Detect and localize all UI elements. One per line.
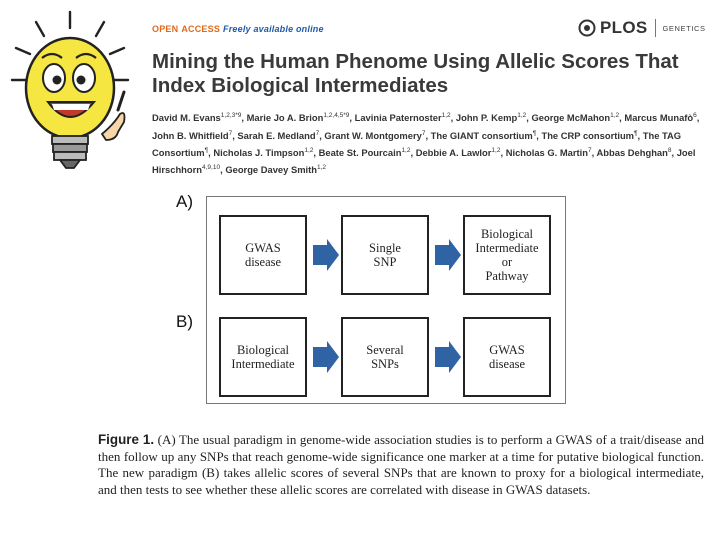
author-name: Joel Hirschhorn bbox=[152, 146, 696, 176]
box-a1 bbox=[219, 215, 307, 295]
box-b1-text: Biological Intermediate bbox=[231, 343, 295, 371]
author-separator: , bbox=[410, 146, 416, 158]
author-affiliation: 1,2 bbox=[304, 146, 314, 154]
author-affiliation: 4,9,10 bbox=[202, 164, 221, 172]
author-entry bbox=[319, 147, 416, 158]
title-line-2: Index Biological Intermediates bbox=[152, 74, 449, 97]
author-entry bbox=[597, 147, 677, 158]
author-separator: , bbox=[208, 146, 214, 158]
author-entry bbox=[324, 130, 428, 141]
author-affiliation: 1,2 bbox=[610, 112, 620, 119]
author-name: Lavinia Paternoster bbox=[354, 112, 442, 124]
author-separator: , bbox=[425, 129, 429, 141]
box-a2-text: Single SNP bbox=[369, 241, 401, 269]
author-affiliation: 7 bbox=[421, 129, 426, 137]
box-a3-text: Biological Intermediate or Pathway bbox=[475, 227, 539, 283]
author-entry bbox=[152, 130, 237, 141]
box-b3 bbox=[463, 317, 551, 397]
author-name: Marcus Munafò bbox=[624, 112, 694, 124]
arrow-right-icon bbox=[435, 239, 461, 271]
author-name: John B. Whitfield bbox=[152, 129, 229, 141]
box-a1-text: GWAS disease bbox=[244, 241, 282, 269]
title-line-1: Mining the Human Phenome Using Allelic Scores That bbox=[152, 50, 679, 73]
author-name: Debbie A. Lawlor bbox=[415, 146, 492, 158]
box-a3 bbox=[463, 215, 551, 295]
author-affiliation: 1,2 bbox=[401, 146, 411, 154]
author-name: The TAG Consortium bbox=[152, 129, 682, 158]
author-affiliation: 7 bbox=[315, 129, 320, 137]
author-affiliation: 7 bbox=[228, 129, 233, 137]
author-affiliation: 1,2,3*9 bbox=[220, 112, 242, 119]
author-entry bbox=[247, 112, 355, 123]
panel-a-label: A) bbox=[176, 192, 193, 211]
author-affiliation: ¶ bbox=[532, 129, 537, 137]
author-name: Nicholas G. Martin bbox=[505, 146, 588, 158]
logo-divider bbox=[655, 19, 656, 37]
lightbulb-cartoon-icon bbox=[6, 6, 136, 196]
box-b3-text: GWAS disease bbox=[488, 343, 526, 371]
author-name: Abbas Dehghan bbox=[596, 146, 668, 158]
author-separator: , bbox=[671, 146, 677, 158]
author-name: The GIANT consortium bbox=[430, 129, 533, 141]
author-entry bbox=[237, 130, 324, 141]
author-affiliation: 1,2 bbox=[491, 146, 501, 154]
author-separator: , bbox=[349, 112, 355, 124]
author-name: George McMahon bbox=[531, 112, 611, 124]
journal-section: GENETICS bbox=[662, 23, 706, 33]
author-entry bbox=[541, 130, 642, 141]
author-separator: , bbox=[696, 112, 700, 124]
author-separator: , bbox=[319, 129, 325, 141]
box-b2 bbox=[341, 317, 429, 397]
author-affiliation: 1,2 bbox=[317, 164, 327, 172]
figure-diagram bbox=[206, 196, 566, 404]
journal-logo bbox=[578, 18, 706, 38]
author-list bbox=[152, 108, 717, 178]
author-affiliation: 7 bbox=[588, 146, 592, 154]
author-separator: , bbox=[313, 146, 316, 158]
author-affiliation: 8 bbox=[667, 146, 672, 154]
author-affiliation: 1,2 bbox=[441, 112, 451, 119]
author-separator: , bbox=[232, 129, 238, 141]
author-separator: , bbox=[637, 129, 643, 141]
author-name: The CRP consortium bbox=[541, 129, 635, 141]
author-entry bbox=[152, 112, 247, 123]
caption-label: Figure 1. bbox=[98, 432, 155, 447]
author-entry bbox=[213, 147, 316, 158]
author-entry bbox=[506, 147, 597, 158]
journal-name: PLOS bbox=[600, 18, 648, 37]
panel-b-label: B) bbox=[176, 312, 193, 331]
author-name: David M. Evans bbox=[152, 112, 221, 124]
box-b2-text: Several SNPs bbox=[366, 343, 404, 371]
author-name: Grant W. Montgomery bbox=[324, 129, 422, 141]
caption-text: (A) The usual paradigm in genome-wide association studies is to perform a GWAS of a trait/disease and then follow up any SNPs that reach genome-wide significance one marker at a time for putative biological function. The new paradigm (B) takes allelic scores of several SNPs that are known to proxy for a biological intermediate, and then tests to see whether these allelic scores are correlated with disease in GWAS datasets. bbox=[98, 432, 704, 497]
box-b1 bbox=[219, 317, 307, 397]
plos-logo-icon bbox=[578, 19, 596, 37]
author-affiliation: ¶ bbox=[634, 129, 638, 137]
open-access-banner bbox=[152, 24, 324, 34]
author-entry bbox=[456, 112, 529, 123]
author-affiliation: 1,2 bbox=[517, 112, 527, 119]
author-name: Nicholas J. Timpson bbox=[213, 146, 305, 158]
author-separator: , bbox=[591, 146, 597, 158]
author-affiliation: ¶ bbox=[204, 146, 209, 154]
author-name: John P. Kemp bbox=[455, 112, 518, 124]
author-entry bbox=[416, 147, 506, 158]
author-affiliation: 1,2,4,5*9 bbox=[323, 112, 350, 119]
author-separator: , bbox=[526, 112, 529, 124]
paper-title bbox=[152, 50, 712, 98]
freely-available-label: Freely available online bbox=[223, 24, 324, 34]
author-affiliation: 6 bbox=[693, 112, 697, 119]
author-separator: , bbox=[536, 129, 542, 141]
author-separator: , bbox=[241, 112, 247, 124]
author-entry bbox=[531, 112, 624, 123]
author-entry bbox=[624, 112, 699, 123]
author-separator: , bbox=[220, 164, 223, 176]
box-a2 bbox=[341, 215, 429, 295]
author-entry bbox=[431, 130, 542, 141]
figure-caption bbox=[98, 432, 704, 498]
author-entry bbox=[355, 112, 456, 123]
access-label: ACCESS bbox=[181, 24, 221, 34]
author-name: Beate St. Pourcain bbox=[318, 146, 402, 158]
arrow-right-icon bbox=[313, 239, 339, 271]
author-name: George Davey Smith bbox=[225, 164, 318, 176]
author-separator: , bbox=[450, 112, 456, 124]
arrow-right-icon bbox=[435, 341, 461, 373]
author-name: Sarah E. Medland bbox=[237, 129, 316, 141]
arrow-right-icon bbox=[313, 341, 339, 373]
author-separator: , bbox=[500, 146, 506, 158]
author-entry bbox=[225, 164, 326, 175]
open-label: OPEN bbox=[152, 24, 179, 34]
author-separator: , bbox=[619, 112, 625, 124]
author-name: Marie Jo A. Brion bbox=[246, 112, 324, 124]
